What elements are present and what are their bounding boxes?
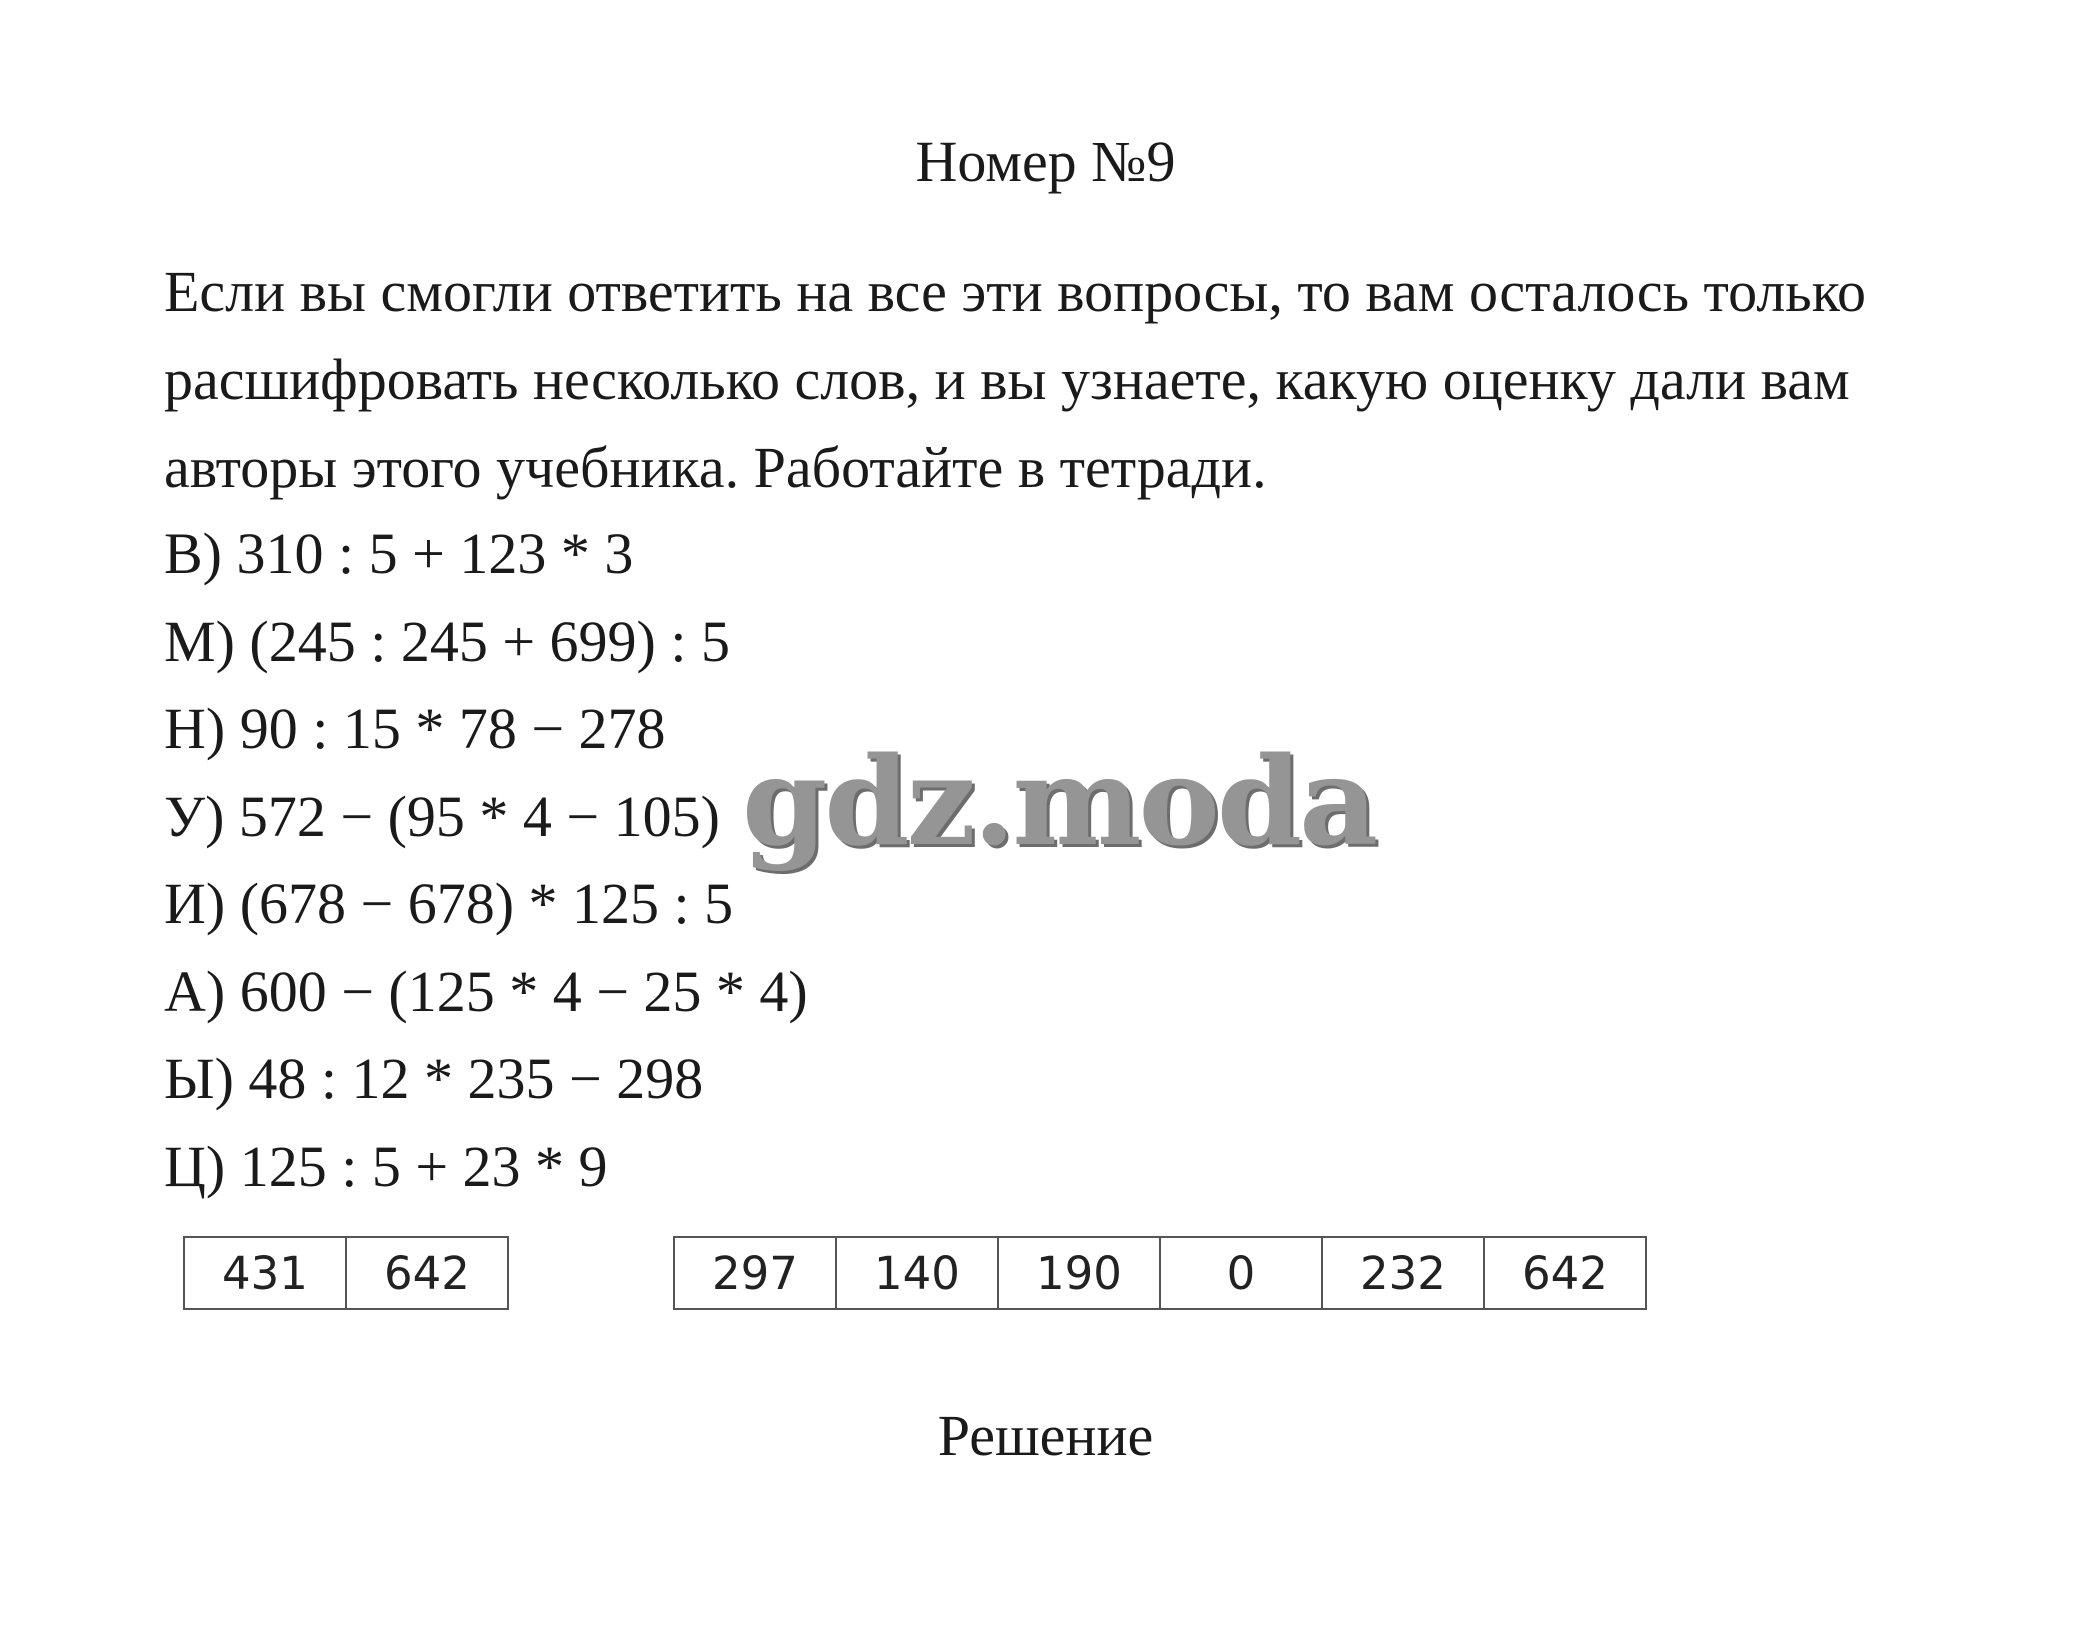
- problem-item: И) (678 − 678) * 125 : 5: [164, 871, 734, 936]
- answer-cell: 140: [836, 1237, 998, 1309]
- task-description-line: авторы этого учебника. Работайте в тетради.: [164, 435, 1267, 500]
- task-description-line: Если вы смогли ответить на все эти вопросы, то вам осталось только: [164, 259, 1866, 324]
- task-description-line: расшифровать несколько слов, и вы узнаете, какую оценку дали вам: [164, 347, 1850, 412]
- problem-item: Ы) 48 : 12 * 235 − 298: [164, 1046, 704, 1111]
- page-title: Номер №9: [915, 129, 1176, 194]
- problem-list: [164, 510, 808, 1210]
- problem-item: Ц) 125 : 5 + 23 * 9: [164, 1133, 608, 1199]
- answer-cell: 190: [998, 1237, 1160, 1309]
- solution-heading: Решение: [937, 1403, 1154, 1468]
- answer-cell: 297: [674, 1237, 836, 1309]
- answer-table-word-1: [183, 1236, 509, 1310]
- problem-item: М) (245 : 245 + 699) : 5: [164, 608, 730, 674]
- answer-cell: 642: [346, 1237, 508, 1309]
- answer-table-word-2: [673, 1236, 1647, 1310]
- answer-cell: 431: [184, 1237, 346, 1309]
- problem-item: Н) 90 : 15 * 78 − 278: [164, 696, 666, 761]
- problem-item: А) 600 − (125 * 4 − 25 * 4): [164, 958, 808, 1024]
- answer-cell: 0: [1160, 1237, 1322, 1309]
- problem-item: В) 310 : 5 + 123 * 3: [164, 521, 634, 586]
- answer-cell: 642: [1484, 1237, 1646, 1309]
- task-description: [164, 248, 1964, 512]
- answer-cell: 232: [1322, 1237, 1484, 1309]
- problem-item: У) 572 − (95 * 4 − 105): [164, 783, 720, 849]
- watermark-logo: gdz.moda: [742, 729, 1376, 873]
